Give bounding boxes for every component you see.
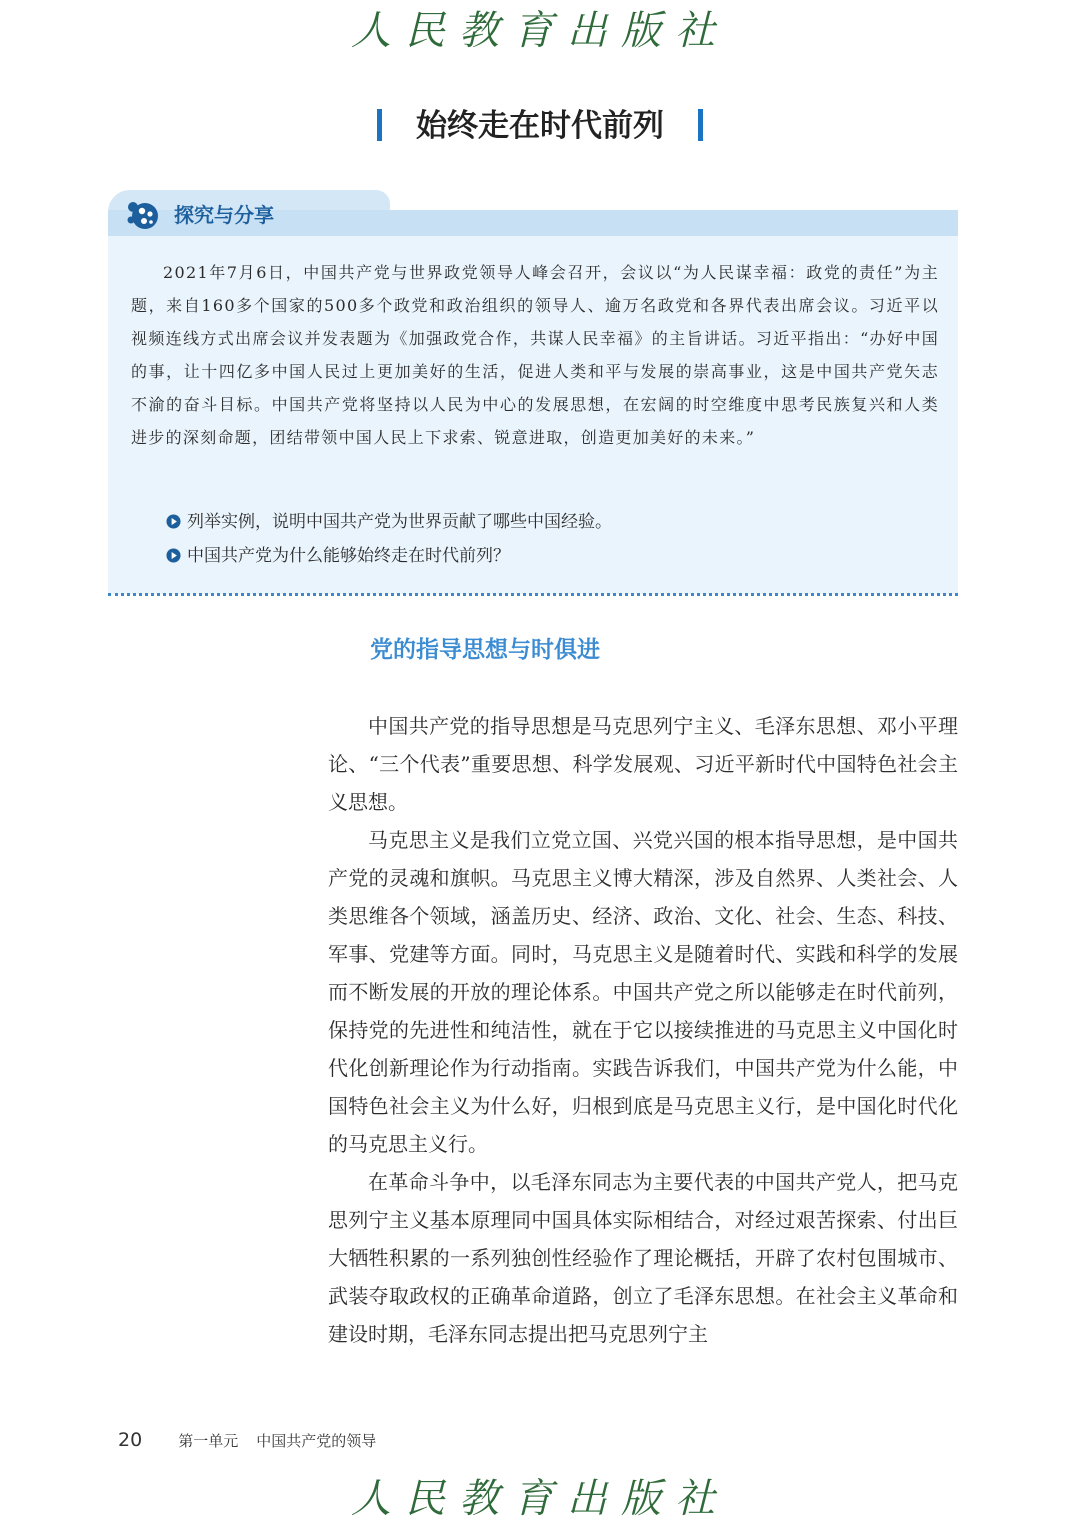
main-body-text <box>328 707 958 1353</box>
explore-box-dotted-border <box>108 593 958 596</box>
publisher-watermark-top: 人民教育出版社 <box>351 8 729 54</box>
title-bar-left <box>377 109 382 141</box>
footer-unit: 第一单元 <box>178 1432 239 1450</box>
question-text: 中国共产党为什么能够始终走在时代前列？ <box>187 546 510 566</box>
page-number: 20 <box>118 1429 143 1451</box>
question-item <box>166 505 612 539</box>
explore-box-heading: 探究与分享 <box>174 203 274 227</box>
question-text: 列举实例，说明中国共产党为世界贡献了哪些中国经验。 <box>187 512 612 532</box>
page-footer <box>118 1426 376 1455</box>
footer-chapter: 中国共产党的领导 <box>256 1432 377 1450</box>
question-item <box>166 539 612 573</box>
title-bar-right <box>698 109 703 141</box>
play-arrow-icon <box>166 548 181 563</box>
play-arrow-icon <box>166 514 181 529</box>
publisher-watermark-bottom: 人民教育出版社 <box>351 1476 729 1522</box>
body-paragraph: 中国共产党的指导思想是马克思列宁主义、毛泽东思想、邓小平理论、“三个代表”重要思想、科学发展观、习近平新时代中国特色社会主义思想。 <box>328 714 958 814</box>
body-paragraph: 在革命斗争中，以毛泽东同志为主要代表的中国共产党人，把马克思列宁主义基本原理同中国具体实际相结合，对经过艰苦探索、付出巨大牺牲积累的一系列独创性经验作了理论概括，开辟了农村包围城市、武装夺取政权的正确革命道路，创立了毛泽东思想。在社会主义革命和建设时期，毛泽东同志提出把马克思列宁主 <box>328 1170 958 1346</box>
section-title-text: 始终走在时代前列 <box>416 108 664 144</box>
body-paragraph: 马克思主义是我们立党立国、兴党兴国的根本指导思想，是中国共产党的灵魂和旗帜。马克思主义博大精深，涉及自然界、人类社会、人类思维各个领域，涵盖历史、经济、政治、文化、社会、生态、科技、军事、党建等方面。同时，马克思主义是随着时代、实践和科学的发展而不断发展的开放的理论体系。中国共产党之所以能够走在时代前列，保持党的先进性和纯洁性，就在于它以接续推进的马克思主义中国化时代化创新理论作为行动指南。实践告诉我们，中国共产党为什么能，中国特色社会主义为什么好，归根到底是马克思主义行，是中国化时代化的马克思主义行。 <box>328 828 958 1156</box>
section-title <box>0 104 1080 148</box>
question-list <box>166 505 612 573</box>
section-subheading: 党的指导思想与时俱进 <box>370 637 600 663</box>
explore-share-icon <box>126 198 160 232</box>
explore-box-paragraph: 2021年7月6日，中国共产党与世界政党领导人峰会召开，会议以“为人民谋幸福：政党的责任”为主题，来自160多个国家的500多个政党和政治组织的领导人、逾万名政党和各界代表出席会议。习近平以视频连线方式出席会议并发表题为《加强政党合作，共谋人民幸福》的主旨讲话。习近平指出：“办好中国的事，让十四亿多中国人民过上更加美好的生活，促进人类和平与发展的崇高事业，这是中国共产党矢志不渝的奋斗目标。中国共产党将坚持以人民为中心的发展思想，在宏阔的时空维度中思考民族复兴和人类进步的深刻命题，团结带领中国人民上下求索、锐意进取，创造更加美好的未来。” <box>131 263 939 447</box>
